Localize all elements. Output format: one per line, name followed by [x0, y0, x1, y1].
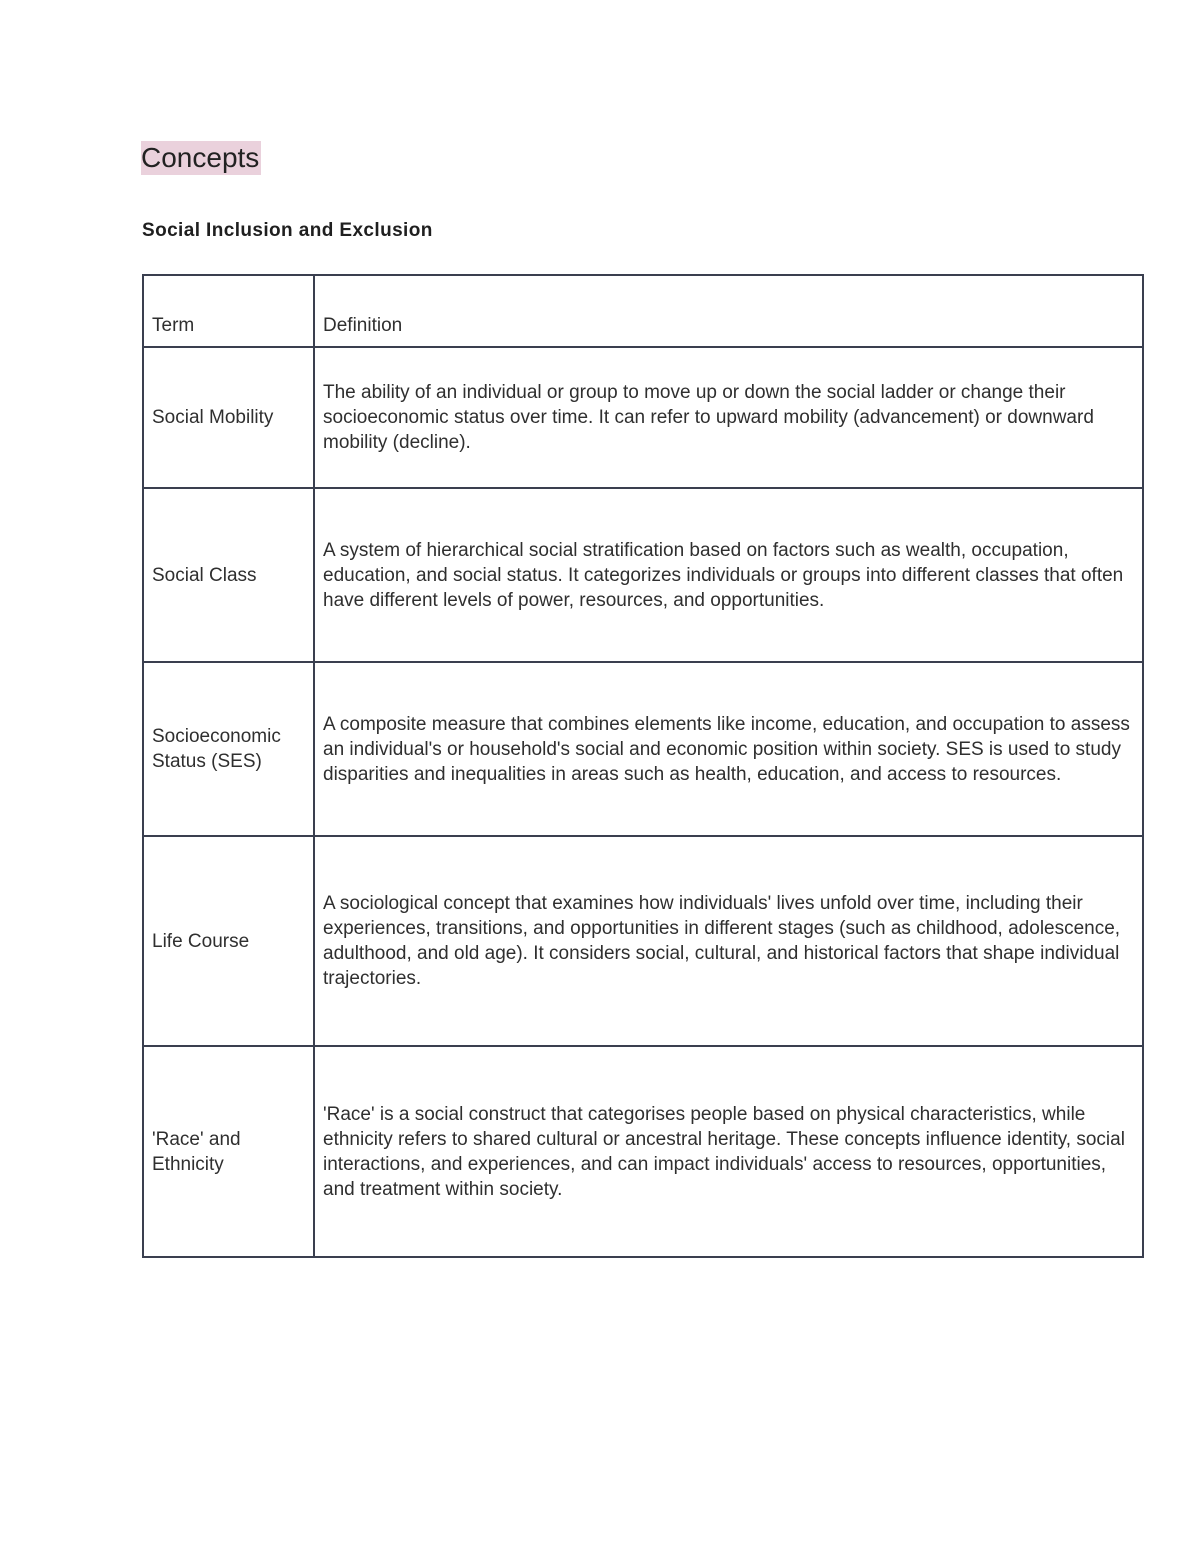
table-row	[143, 662, 1143, 836]
term-cell: Social Mobility	[143, 347, 314, 488]
table-row	[143, 1046, 1143, 1257]
table-row	[143, 347, 1143, 488]
term-cell: 'Race' and Ethnicity	[143, 1046, 314, 1257]
page-title: Concepts	[141, 142, 260, 173]
definition-cell: The ability of an individual or group to move up or down the social ladder or change their socioeconomic status over time. It can refer to upward mobility (advancement) or downward mobility (decline).	[314, 347, 1143, 488]
table-header-row	[143, 275, 1143, 347]
definition-cell: A composite measure that combines elements like income, education, and occupation to assess an individual's or household's social and economic position within society. SES is used to study disparities and inequalities in areas such as health, education, and access to resources.	[314, 662, 1143, 836]
definition-cell: 'Race' is a social construct that categorises people based on physical characteristics, while ethnicity refers to shared cultural or ancestral heritage. These concepts influence identity, social interactions, and experiences, and can impact individuals' access to resources, opportunities, and treatment within society.	[314, 1046, 1143, 1257]
concepts-table	[142, 274, 1144, 1258]
definition-cell: A system of hierarchical social stratification based on factors such as wealth, occupation, education, and social status. It categorizes individuals or groups into different classes that often have different levels of power, resources, and opportunities.	[314, 488, 1143, 662]
table-row	[143, 836, 1143, 1046]
term-cell: Life Course	[143, 836, 314, 1046]
term-cell: Social Class	[143, 488, 314, 662]
definition-column-header: Definition	[314, 275, 1143, 347]
term-column-header: Term	[143, 275, 314, 347]
section-heading: Social Inclusion and Exclusion	[142, 220, 433, 241]
term-cell: Socioeconomic Status (SES)	[143, 662, 314, 836]
definition-cell: A sociological concept that examines how individuals' lives unfold over time, including their experiences, transitions, and opportunities in different stages (such as childhood, adolescence, adulthood, and old age). It considers social, cultural, and historical factors that shape individual trajectories.	[314, 836, 1143, 1046]
table-row	[143, 488, 1143, 662]
